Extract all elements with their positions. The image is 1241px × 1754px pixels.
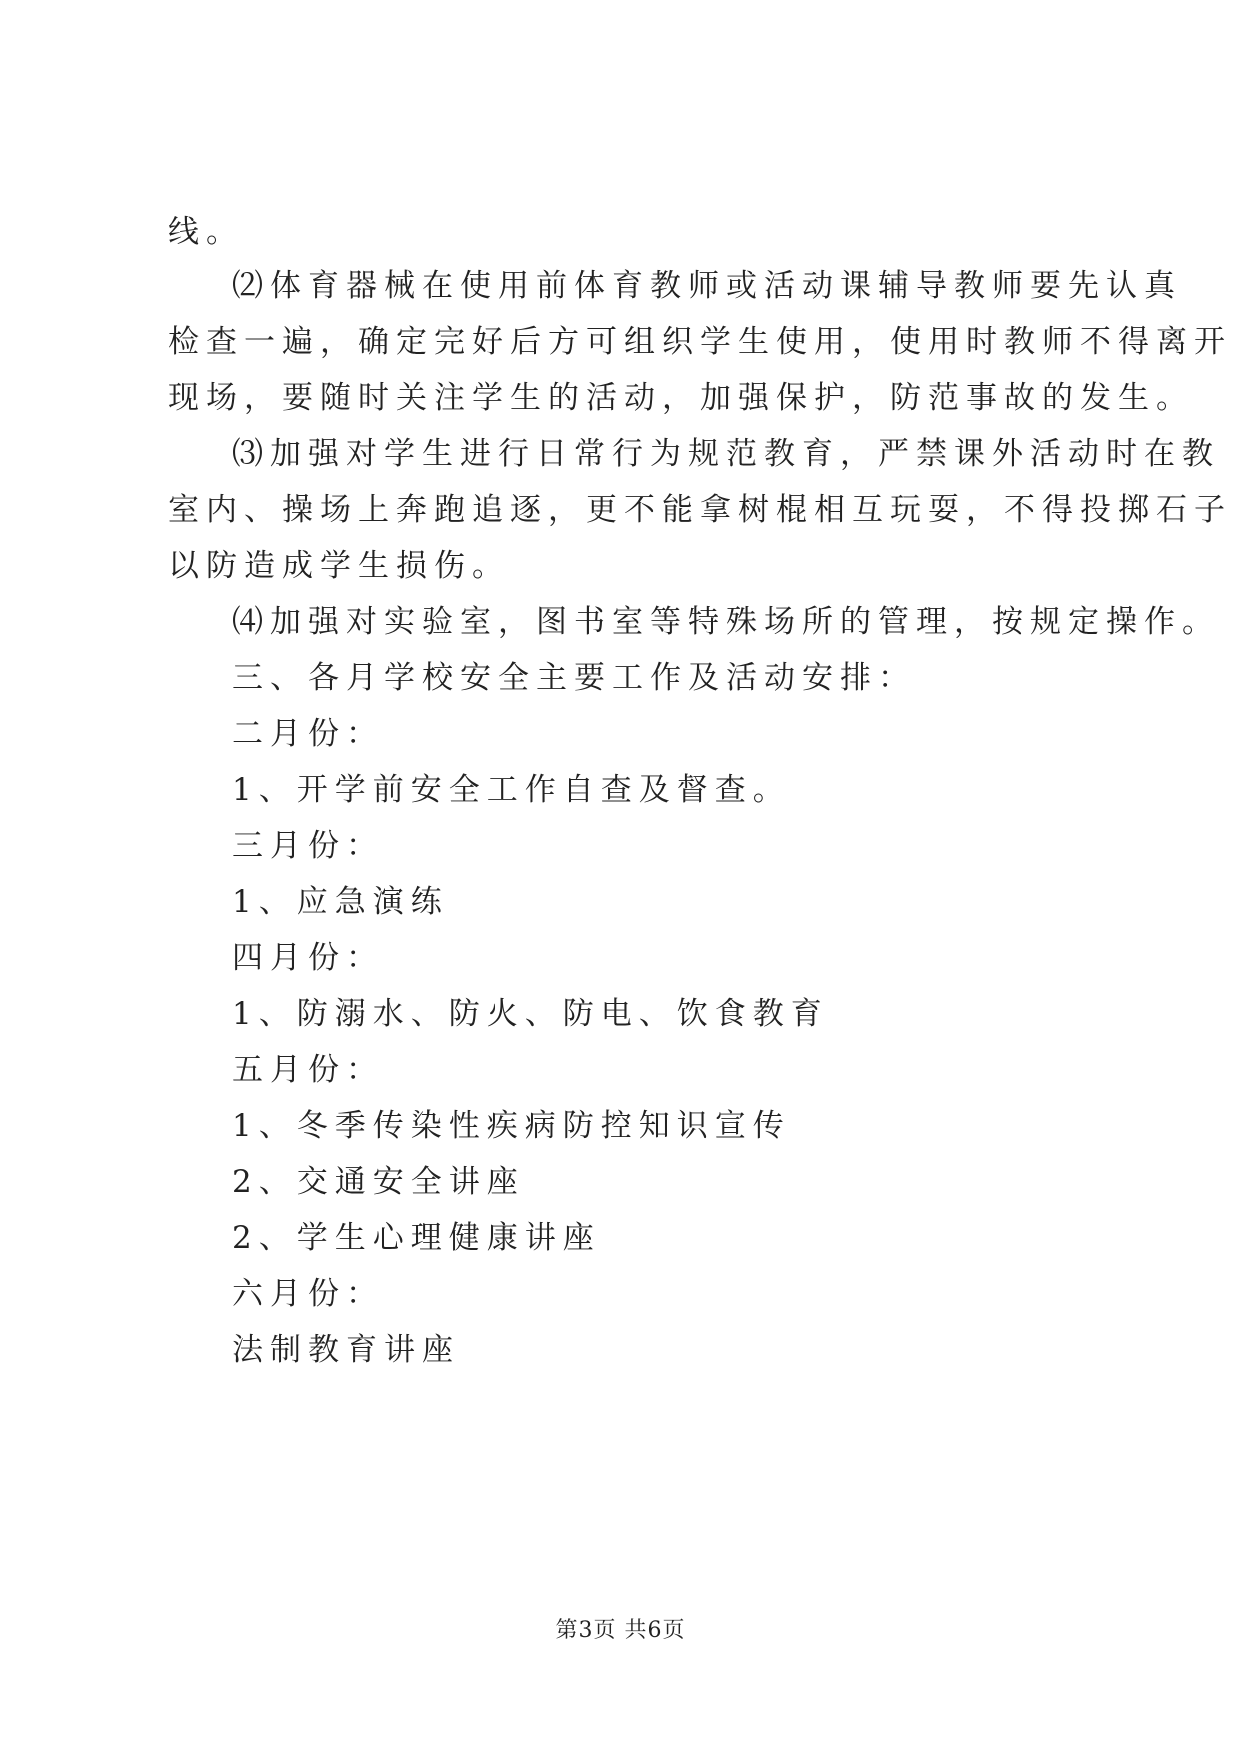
list-item: 法制教育讲座 [232,1332,460,1368]
month-heading-feb: 二月份： [232,716,384,752]
list-item: 1、防溺水、防火、防电、饮食教育 [232,996,829,1032]
paragraph-item-3-line-3: 以防造成学生损伤。 [168,548,510,584]
list-item: 2、学生心理健康讲座 [232,1220,601,1256]
paragraph-item-2-line-3: 现场，要随时关注学生的活动，加强保护，防范事故的发生。 [168,380,1194,416]
month-heading-may: 五月份： [232,1052,384,1088]
paragraph-line-continuation: 线。 [168,214,244,250]
paragraph-item-3-line-2: 室内、操场上奔跑追逐，更不能拿树棍相互玩耍，不得投掷石子 [168,492,1232,528]
paragraph-item-4: ⑷加强对实验室，图书室等特殊场所的管理，按规定操作。 [232,604,1220,640]
paragraph-item-2-line-2: 检查一遍，确定完好后方可组织学生使用，使用时教师不得离开 [168,324,1232,360]
paragraph-item-3-line-1: ⑶加强对学生进行日常行为规范教育，严禁课外活动时在教 [232,436,1220,472]
month-heading-mar: 三月份： [232,828,384,864]
list-item: 1、应急演练 [232,884,449,920]
page-number-footer: 第3页 共6页 [555,1618,686,1643]
month-heading-jun: 六月份： [232,1276,384,1312]
paragraph-item-2-line-1: ⑵体育器械在使用前体育教师或活动课辅导教师要先认真 [232,268,1182,304]
list-item: 1、冬季传染性疾病防控知识宣传 [232,1108,791,1144]
section-heading: 三、各月学校安全主要工作及活动安排： [232,660,916,696]
list-item: 1、开学前安全工作自查及督查。 [232,772,791,808]
list-item: 2、交通安全讲座 [232,1164,525,1200]
month-heading-apr: 四月份： [232,940,384,976]
